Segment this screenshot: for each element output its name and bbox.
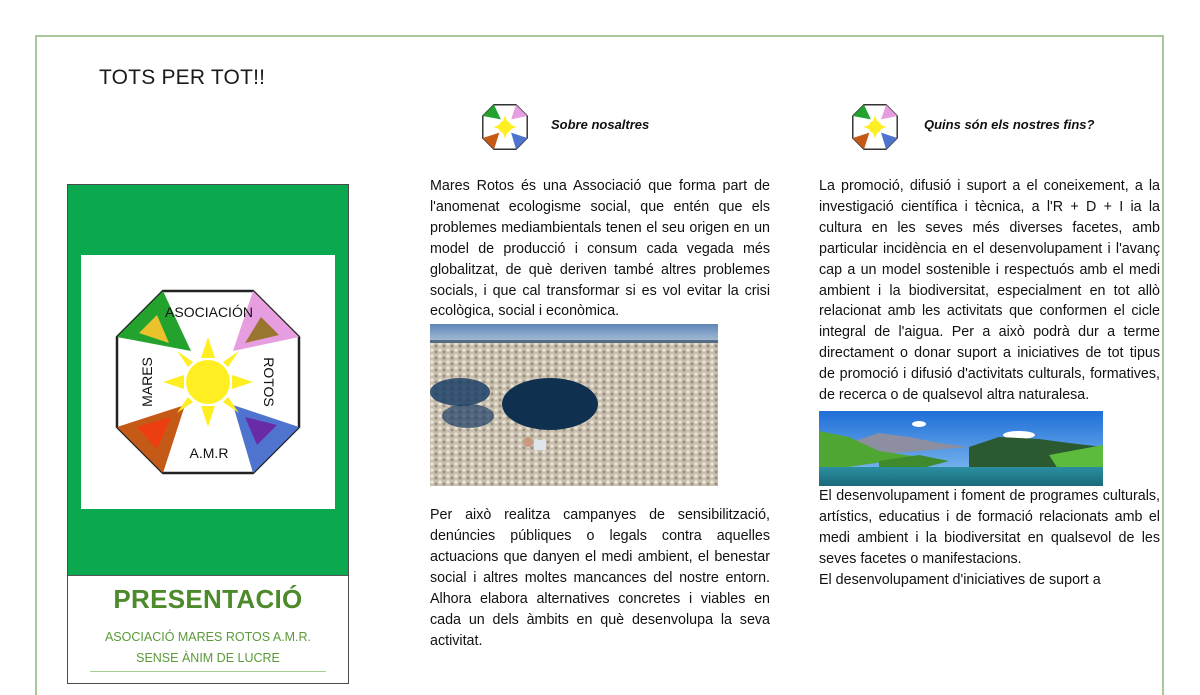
about-section xyxy=(430,96,770,652)
about-paragraph-1: Mares Rotos és una Associació que forma part de l'anomenat ecologisme social, que entén que els problemes mediambientals tenen el seu origen en un model de producció i consum cada vegada més globalitzat, de què deriven també altres problemes socials, i que cal transformar si es vol evitar la crisi ecològica, social i econòmica. xyxy=(430,178,770,320)
svg-text:ASOCIACIÓN: ASOCIACIÓN xyxy=(165,304,253,320)
goals-section xyxy=(819,96,1160,591)
cover-subtitle-line2: SENSE ÀNIM DE LUCRE xyxy=(136,651,280,665)
document-title: TOTS PER TOT!! xyxy=(99,66,266,89)
about-title: Sobre nosaltres xyxy=(551,117,650,132)
svg-text:ROTOS: ROTOS xyxy=(261,357,277,407)
goals-header xyxy=(819,96,1160,160)
goals-title: Quins són els nostres fins? xyxy=(924,117,1095,132)
svg-text:MARES: MARES xyxy=(139,357,155,407)
cover-panel xyxy=(67,184,349,684)
cover-subtitle-line1: ASOCIACIÓ MARES ROTOS A.M.R. xyxy=(104,630,312,644)
ocean-plastic-photo xyxy=(430,324,718,486)
goals-paragraph-1: La promoció, difusió i suport a el coneixement, a la investigació científica i tècnica, a l'R + D + I ia la cultura en les seves més diverses facetes, amb particular incidència en el desenvolupament i l'avanç cap a un model sostenible i respectuós amb el medi ambient i la biodiversitat, especialment en tot allò relacionat amb les activitats que conformen el cicle integral de l'aigua. Per a això podrà dur a terme directament o donar suport a iniciatives de tot tipus de promoció i difusió d'activitats culturals, formatives, de recerca o de qualsevol altra naturalesa. xyxy=(819,178,1160,404)
cover-info xyxy=(68,575,348,683)
association-logo-icon xyxy=(81,255,335,509)
association-logo-small-icon xyxy=(844,96,906,158)
mountain-lake-photo xyxy=(819,411,1103,486)
about-header xyxy=(430,96,770,160)
divider xyxy=(90,671,326,672)
cover-logo-box xyxy=(81,255,335,509)
cover-green-banner xyxy=(68,185,348,575)
goals-paragraph-3: El desenvolupament d'iniciatives de suport a xyxy=(819,571,1101,588)
goals-paragraph-2: El desenvolupament i foment de programes culturals, artístics, educatius i de formació relacionats amb el medi ambient i la biodiversitat en qualsevol de les seves facetes o manifestacions. xyxy=(819,487,1160,567)
cover-heading: PRESENTACIÓ xyxy=(113,584,303,614)
association-logo-small-icon xyxy=(474,96,536,158)
svg-text:A.M.R: A.M.R xyxy=(189,445,229,461)
about-paragraph-2: Per això realitza campanyes de sensibilització, denúncies públiques o legals contra aquelles actuacions que danyen el medi ambient, el benestar social i altres moltes mancances del nostre entorn. Alhora elabora alternatives concretes i viables en cada un dels àmbits en què desenvolupa la seva activitat. xyxy=(430,507,770,649)
